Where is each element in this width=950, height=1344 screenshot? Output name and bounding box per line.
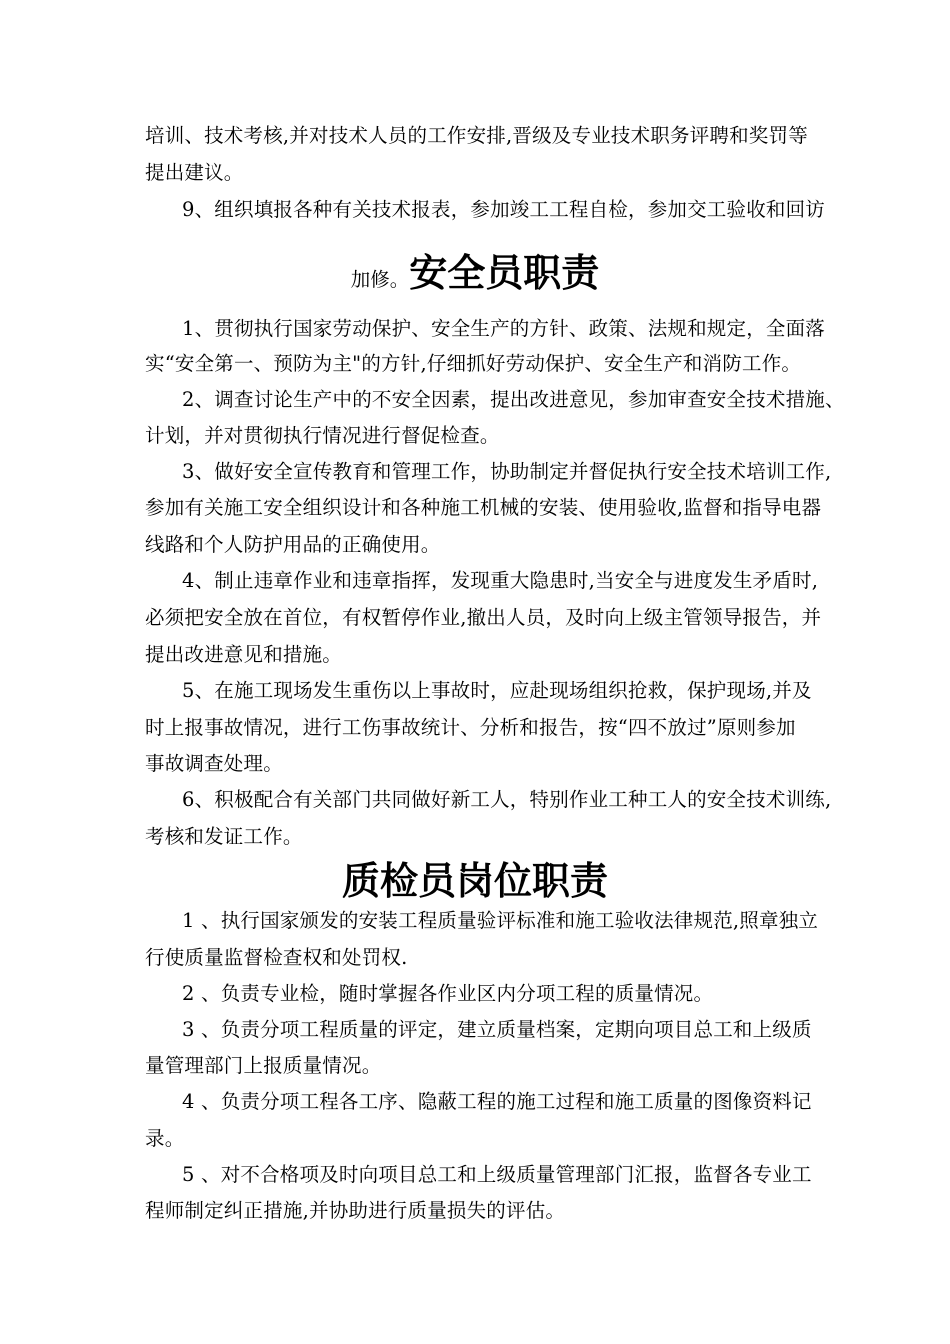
text-line: 提出建议。 bbox=[145, 161, 244, 184]
text-line-tail: 加修。 bbox=[350, 268, 410, 291]
quality-heading-row bbox=[0, 856, 950, 906]
text-line: 事故调查处理。 bbox=[145, 752, 283, 775]
safety-heading-row bbox=[0, 248, 950, 298]
text-line: 2、调查讨论生产中的不安全因素，提出改进意见，参加审查安全技术措施、 bbox=[182, 388, 845, 411]
text-line: 必须把安全放在首位，有权暂停作业,撤出人员，及时向上级主管领导报告，并 bbox=[145, 606, 822, 629]
text-line: 4 、负责分项工程各工序、隐蔽工程的施工过程和施工质量的图像资料记 bbox=[182, 1090, 812, 1113]
text-line: 1、贯彻执行国家劳动保护、安全生产的方针、政策、法规和规定，全面落 bbox=[182, 317, 826, 340]
text-line: 时上报事故情况，进行工伤事故统计、分析和报告，按“四不放过”原则参加 bbox=[145, 716, 796, 739]
text-line: 1 、执行国家颁发的安装工程质量验评标准和施工验收法律规范,照章独立 bbox=[182, 909, 819, 932]
text-line: 行使质量监督检查权和处罚权. bbox=[145, 946, 408, 969]
text-line: 考核和发证工作。 bbox=[145, 825, 303, 848]
text-line: 实“安全第一、预防为主"的方针,仔细抓好劳动保护、安全生产和消防工作。 bbox=[145, 352, 802, 375]
text-line: 6、积极配合有关部门共同做好新工人，特别作业工种工人的安全技术训练, bbox=[182, 788, 832, 811]
text-line: 程师制定纠正措施,并协助进行质量损失的评估。 bbox=[145, 1199, 566, 1222]
text-line: 提出改进意见和措施。 bbox=[145, 643, 343, 666]
text-line: 9、组织填报各种有关技术报表，参加竣工工程自检，参加交工验收和回访 bbox=[182, 198, 826, 221]
text-line: 4、制止违章作业和违章指挥，发现重大隐患时,当安全与进度发生矛盾时, bbox=[182, 569, 819, 592]
section-title-safety: 安全员职责 bbox=[409, 251, 600, 295]
section-title-quality: 质检员岗位职责 bbox=[341, 859, 608, 903]
text-line: 录。 bbox=[145, 1127, 185, 1150]
text-line: 计划，并对贯彻执行情况进行督促检查。 bbox=[145, 424, 500, 447]
text-line: 量管理部门上报质量情况。 bbox=[145, 1054, 382, 1077]
text-line: 3、做好安全宣传教育和管理工作，协助制定并督促执行安全技术培训工作, bbox=[182, 460, 832, 483]
text-line: 5 、对不合格项及时向项目总工和上级质量管理部门汇报，监督各专业工 bbox=[182, 1163, 812, 1186]
text-line: 5、在施工现场发生重伤以上事故时，应赴现场组织抢救，保护现场,并及 bbox=[182, 679, 812, 702]
text-line: 线路和个人防护用品的正确使用。 bbox=[145, 533, 441, 556]
text-line: 2 、负责专业检，随时掌握各作业区内分项工程的质量情况。 bbox=[182, 982, 714, 1005]
text-line: 培训、技术考核,并对技术人员的工作安排,晋级及专业技术职务评聘和奖罚等 bbox=[145, 124, 808, 147]
text-line: 参加有关施工安全组织设计和各种施工机械的安装、使用验收,监督和指导电器 bbox=[145, 496, 822, 519]
text-line: 3 、负责分项工程质量的评定，建立质量档案，定期向项目总工和上级质 bbox=[182, 1018, 812, 1041]
